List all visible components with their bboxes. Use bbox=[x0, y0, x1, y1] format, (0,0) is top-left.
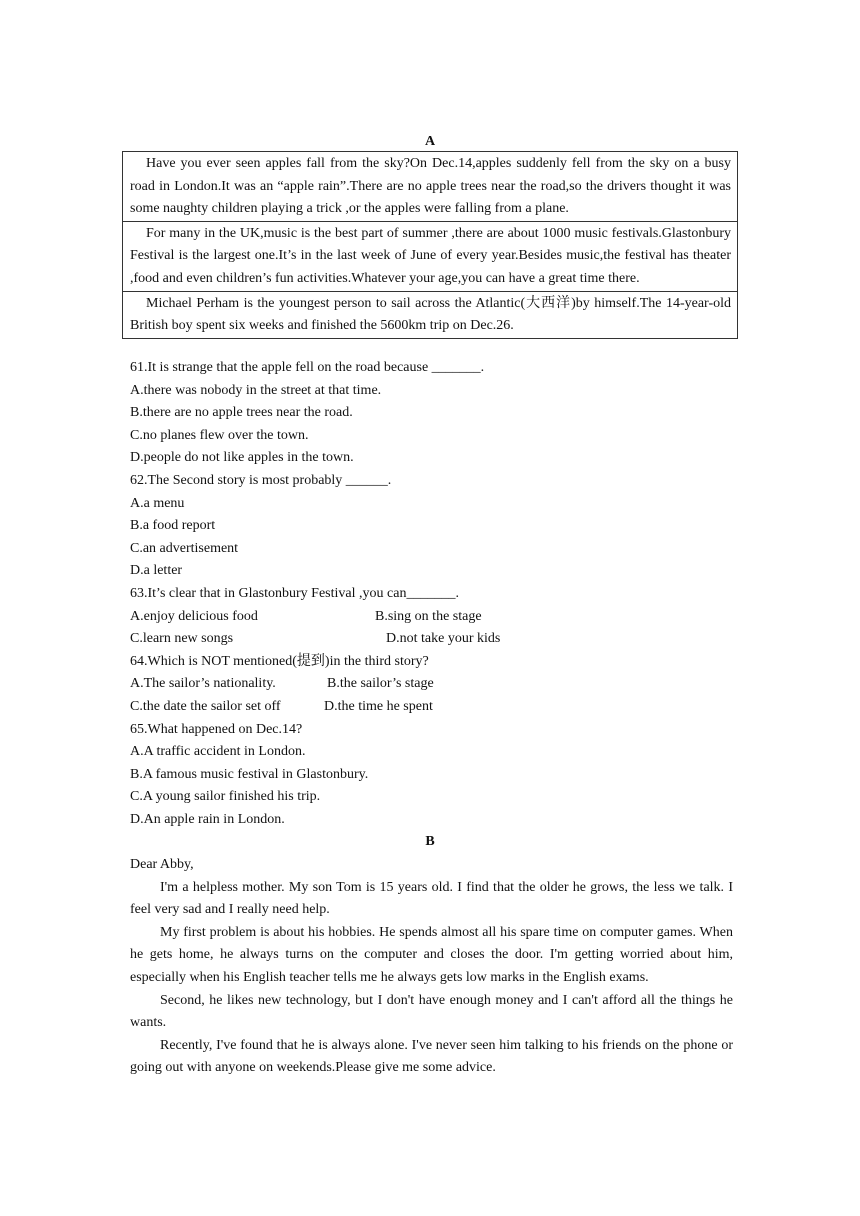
questions-list bbox=[130, 357, 734, 831]
letter-salutation: Dear Abby, bbox=[130, 857, 194, 872]
question-62-option-b: B.a food report bbox=[130, 518, 216, 534]
question-65-option-a: A.A traffic accident in London. bbox=[130, 744, 306, 760]
question-65-option-d: D.An apple rain in London. bbox=[130, 811, 285, 827]
question-64-options-row-2 bbox=[130, 696, 734, 719]
question-65-option-b: B.A famous music festival in Glastonbury. bbox=[130, 766, 369, 782]
question-64-option-a: A.The sailor’s nationality. bbox=[130, 676, 276, 692]
letter-paragraph-4: Recently, I've found that he is always alone. I've never seen him talking to his friends on the phone or going out with anyone on weekends.Please give me some advice. bbox=[130, 1037, 733, 1076]
letter-paragraph-1: I'm a helpless mother. My son Tom is 15 years old. I find that the older he grows, the less we talk. I feel very sad and I really need help. bbox=[130, 879, 733, 918]
question-62-stem: 62.The Second story is most probably ______. bbox=[130, 472, 392, 488]
story-2: For many in the UK,music is the best part of summer ,there are about 1000 music festivals.Glastonbury Festival is the largest one.It’s in the last week of June of every year.Besides music,the festival has theater ,food and even children’s fun activities.Whatever your age,you can have a great time there. bbox=[123, 221, 737, 291]
question-64-options-row-1 bbox=[130, 673, 734, 696]
question-63-option-d: D.not take your kids bbox=[386, 631, 501, 647]
story-1: Have you ever seen apples fall from the sky?On Dec.14,apples suddenly fell from the sky on a busy road in London.It was an “apple rain”.There are no apple trees near the road,so the drivers thought it was some naughty children playing a trick ,or the apples were falling from a plane. bbox=[130, 156, 731, 217]
question-64-option-b: B.the sailor’s stage bbox=[327, 676, 434, 692]
question-63-option-b: B.sing on the stage bbox=[375, 608, 482, 624]
question-63-stem: 63.It’s clear that in Glastonbury Festival ,you can_______. bbox=[130, 585, 459, 601]
question-64-option-c: C.the date the sailor set off bbox=[130, 698, 281, 714]
question-62-option-a: A.a menu bbox=[130, 495, 185, 511]
question-63-options-row-1 bbox=[130, 606, 734, 629]
letter-paragraph-2: My first problem is about his hobbies. He spends almost all his spare time on computer games. When he gets home, he always turns on the computer and closes the door. I'm getting worried about him, especially when his English teacher tells me he always gets low marks in the English exams. bbox=[130, 924, 733, 985]
question-61-option-a: A.there was nobody in the street at that time. bbox=[130, 382, 382, 398]
letter-paragraph-3: Second, he likes new technology, but I don't have enough money and I can't afford all the things he wants. bbox=[130, 992, 733, 1031]
question-63-options-row-2 bbox=[130, 628, 734, 651]
question-61-option-b: B.there are no apple trees near the road. bbox=[130, 405, 353, 421]
question-61-option-d: D.people do not like apples in the town. bbox=[130, 450, 354, 466]
question-61-stem: 61.It is strange that the apple fell on the road because _______. bbox=[130, 360, 485, 375]
question-62-option-c: C.an advertisement bbox=[130, 540, 239, 556]
question-65-stem: 65.What happened on Dec.14? bbox=[130, 721, 303, 737]
question-64-option-d: D.the time he spent bbox=[324, 698, 433, 714]
question-65-option-c: C.A young sailor finished his trip. bbox=[130, 789, 321, 805]
stories-table bbox=[122, 151, 738, 339]
question-64-stem: 64.Which is NOT mentioned(提到)in the third story? bbox=[130, 653, 429, 669]
letter-body bbox=[130, 854, 733, 1080]
question-63-option-c: C.learn new songs bbox=[130, 631, 234, 647]
question-62-option-d: D.a letter bbox=[130, 563, 183, 579]
section-a-title: A bbox=[424, 134, 436, 149]
question-63-option-a: A.enjoy delicious food bbox=[130, 608, 258, 624]
section-b-title: B bbox=[425, 834, 435, 849]
question-61-option-c: C.no planes flew over the town. bbox=[130, 427, 309, 443]
story-3: Michael Perham is the youngest person to sail across the Atlantic(大西洋)by himself.The 14-year-old British boy spent six weeks and finished the 5600km trip on Dec.26. bbox=[123, 291, 737, 338]
